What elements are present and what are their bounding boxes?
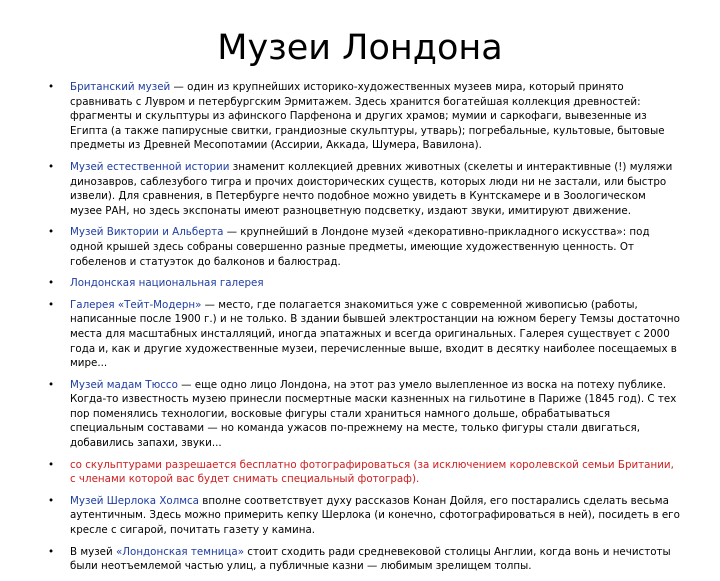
bullet-icon: • xyxy=(48,160,55,173)
list-item xyxy=(48,225,680,269)
list-item xyxy=(48,298,680,371)
item-text: — крупнейший в Лондоне музей «декоративно-прикладного искусства»: под одной крышей здесь собраны совершенно разные предметы, имеющие художественную ценность. От гобеленов и статуэток до балконов и балюстрад. xyxy=(70,226,650,268)
item-text: — один из крупнейших историко-художественных музеев мира, который принято сравнивать с Лувром и петербургским Эрмитажем. Здесь хранится богатейшая коллекция древностей: фрагменты и скульптуры из афинского Парфенона и других храмов; мумии и саркофаги, вывезенные из Египта (а также папирусные свитки, грандиозные скульптуры, утварь); погребальные, культовые, бытовые предметы из Древней Месопотамии (Ассирии, Аккада, Шумера, Вавилона). xyxy=(70,81,665,152)
bullet-icon: • xyxy=(48,298,55,311)
list-item xyxy=(48,378,680,451)
bullet-icon: • xyxy=(48,494,55,507)
item-text: — еще одно лицо Лондона, на этот раз умело вылепленное из воска на потеху публике. Когда-то известность музею принесли посмертные маски казненных на гильотине в Париже (1845 год). С тех пор поменялись технологии, восковые фигуры стали храниться намного дольше, обрабатываться специальным составами — но команда ужасов по-прежнему на месте, только фигуры стали двигаться, добавились запахи, звуки... xyxy=(70,378,677,450)
bullet-icon: • xyxy=(48,81,55,93)
museum-link[interactable]: Музей Виктории и Альберта xyxy=(70,226,224,239)
museum-link[interactable]: Музей естественной истории xyxy=(70,160,230,173)
museum-link[interactable]: Галерея «Тейт-Модерн» xyxy=(70,298,202,311)
item-text: знаменит коллекцией древних животных (скелеты и интерактивные (!) муляжи динозавров, саблезубого тигра и прочих доисторических существ, которых люди ни не застали, или быстро извели). Для сравнения, в Петербурге нечто подобное можно увидеть в Кунтскамере и в Зоологическом музее РАН, но здесь экспонаты имеют разноцветную подсветку, издают звуки, имитируют движение. xyxy=(70,160,673,217)
photo-note: со скульптурами разрешается бесплатно фотографироваться (за исключением королевской семьи Британии, с членами которой вас будет снимать специальный фотограф). xyxy=(70,458,674,486)
item-text: — место, где полагается знакомиться уже с современной живописью (работы, написанные после 1900 г.) и не только. В здании бывшей электростанции на южном берегу Темзы достаточно места для масштабных инсталляций, иногда эпатажных и всегда оригинальных. Галерея существует с 2000 года и, как и другие художественные музеи, перечисленные выше, входит в десятку наиболее посещаемых в мире... xyxy=(70,298,680,370)
item-text: стоит сходить ради средневековой столицы Англии, когда вонь и нечистоты были неотъемлемой частью улиц, а публичные казни — любимым зрелищем толпы. xyxy=(70,545,671,573)
bullet-icon: • xyxy=(48,226,55,239)
list-item xyxy=(48,276,680,291)
bullet-icon: • xyxy=(48,458,55,471)
item-text: вполне соответствует духу рассказов Конан Дойля, его постарались сделать весьма аутентичным. Здесь можно примерить кепку Шерлока (и конечно, сфотографироваться в ней), посидеть в его кресле с сигарой, почитать газету у камина. xyxy=(70,494,680,537)
museum-list xyxy=(48,80,680,581)
museum-link[interactable]: Музей Шерлока Холмса xyxy=(70,494,199,507)
item-prefix: В музей xyxy=(70,545,116,558)
list-item xyxy=(48,80,680,153)
list-item xyxy=(48,494,680,538)
museum-link[interactable]: Лондонская национальная галерея xyxy=(70,277,264,290)
page-title: Музеи Лондона xyxy=(217,28,503,68)
museum-link[interactable]: Музей мадам Тюссо xyxy=(70,378,178,391)
bullet-icon: • xyxy=(48,378,55,391)
list-item xyxy=(48,458,680,487)
bullet-icon: • xyxy=(48,277,55,290)
museum-link[interactable]: «Лондонская темница» xyxy=(115,545,245,558)
list-item xyxy=(48,545,680,574)
bullet-icon: • xyxy=(48,545,55,558)
museum-link[interactable]: Британский музей xyxy=(70,81,171,93)
list-item xyxy=(48,160,680,218)
